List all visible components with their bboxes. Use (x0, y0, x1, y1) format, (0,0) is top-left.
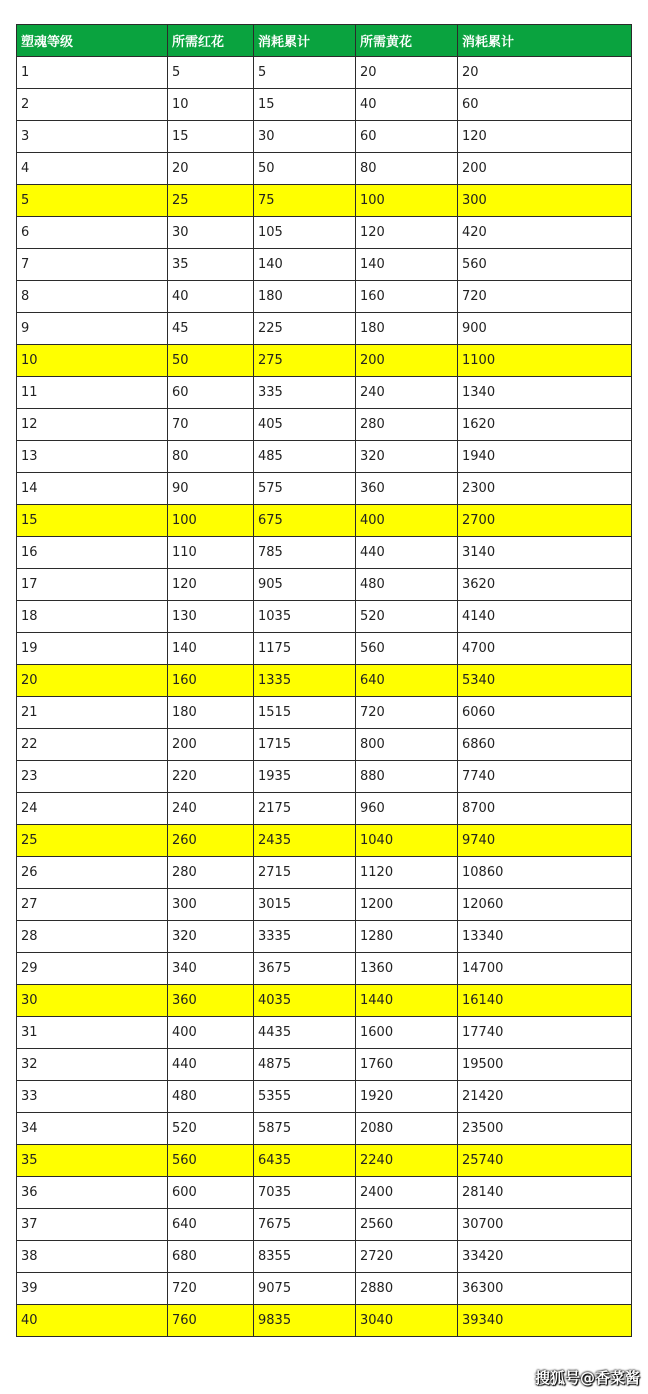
cell-red-flower: 60 (168, 377, 254, 409)
cell-level: 38 (17, 1241, 168, 1273)
cell-yellow-flower: 120 (356, 217, 458, 249)
cell-level: 35 (17, 1145, 168, 1177)
cell-level: 18 (17, 601, 168, 633)
cell-red-cumulative: 335 (254, 377, 356, 409)
table-row (17, 601, 632, 633)
cell-level: 4 (17, 153, 168, 185)
cell-yellow-flower: 2400 (356, 1177, 458, 1209)
cell-red-flower: 50 (168, 345, 254, 377)
cell-yellow-cumulative: 23500 (458, 1113, 632, 1145)
cell-red-cumulative: 5 (254, 57, 356, 89)
cell-level: 9 (17, 313, 168, 345)
cell-level: 27 (17, 889, 168, 921)
cell-yellow-cumulative: 9740 (458, 825, 632, 857)
cell-level: 10 (17, 345, 168, 377)
cell-yellow-flower: 1920 (356, 1081, 458, 1113)
cell-yellow-cumulative: 39340 (458, 1305, 632, 1337)
table-row (17, 377, 632, 409)
cell-red-cumulative: 1715 (254, 729, 356, 761)
cell-yellow-flower: 800 (356, 729, 458, 761)
cell-yellow-cumulative: 420 (458, 217, 632, 249)
cell-level: 7 (17, 249, 168, 281)
cell-yellow-flower: 2080 (356, 1113, 458, 1145)
cell-level: 34 (17, 1113, 168, 1145)
table-row (17, 985, 632, 1017)
table-row (17, 409, 632, 441)
cell-red-cumulative: 485 (254, 441, 356, 473)
cell-red-cumulative: 785 (254, 537, 356, 569)
cell-yellow-flower: 240 (356, 377, 458, 409)
cell-red-cumulative: 2715 (254, 857, 356, 889)
table-row (17, 1209, 632, 1241)
cell-red-flower: 45 (168, 313, 254, 345)
cell-red-flower: 320 (168, 921, 254, 953)
cell-red-cumulative: 2175 (254, 793, 356, 825)
cell-red-cumulative: 4875 (254, 1049, 356, 1081)
table-row (17, 153, 632, 185)
cell-red-flower: 20 (168, 153, 254, 185)
cell-red-cumulative: 140 (254, 249, 356, 281)
cell-red-cumulative: 575 (254, 473, 356, 505)
cell-red-flower: 640 (168, 1209, 254, 1241)
table-row (17, 89, 632, 121)
cell-red-cumulative: 1515 (254, 697, 356, 729)
cell-red-flower: 100 (168, 505, 254, 537)
table-row (17, 1145, 632, 1177)
cell-level: 30 (17, 985, 168, 1017)
cell-yellow-flower: 160 (356, 281, 458, 313)
cell-yellow-flower: 1120 (356, 857, 458, 889)
cell-red-flower: 30 (168, 217, 254, 249)
cell-yellow-cumulative: 7740 (458, 761, 632, 793)
cell-level: 13 (17, 441, 168, 473)
cell-red-flower: 240 (168, 793, 254, 825)
cell-yellow-flower: 40 (356, 89, 458, 121)
cell-red-cumulative: 1175 (254, 633, 356, 665)
cell-red-cumulative: 7035 (254, 1177, 356, 1209)
cell-yellow-cumulative: 4140 (458, 601, 632, 633)
table-row (17, 793, 632, 825)
table-row (17, 857, 632, 889)
cell-yellow-cumulative: 3140 (458, 537, 632, 569)
cell-yellow-flower: 180 (356, 313, 458, 345)
cell-level: 14 (17, 473, 168, 505)
cell-yellow-cumulative: 33420 (458, 1241, 632, 1273)
cell-yellow-flower: 1360 (356, 953, 458, 985)
cell-yellow-flower: 1760 (356, 1049, 458, 1081)
cell-yellow-cumulative: 720 (458, 281, 632, 313)
cell-level: 8 (17, 281, 168, 313)
table-row (17, 1241, 632, 1273)
cell-yellow-flower: 960 (356, 793, 458, 825)
cell-yellow-cumulative: 200 (458, 153, 632, 185)
cell-yellow-cumulative: 14700 (458, 953, 632, 985)
cell-yellow-cumulative: 30700 (458, 1209, 632, 1241)
cell-red-cumulative: 1035 (254, 601, 356, 633)
cell-yellow-cumulative: 13340 (458, 921, 632, 953)
table-row (17, 1081, 632, 1113)
cell-yellow-flower: 360 (356, 473, 458, 505)
cell-yellow-cumulative: 8700 (458, 793, 632, 825)
cell-yellow-flower: 2560 (356, 1209, 458, 1241)
cell-level: 39 (17, 1273, 168, 1305)
table-body (17, 57, 632, 1337)
cell-yellow-flower: 320 (356, 441, 458, 473)
cell-red-cumulative: 4035 (254, 985, 356, 1017)
cell-level: 32 (17, 1049, 168, 1081)
cell-red-cumulative: 905 (254, 569, 356, 601)
cell-red-flower: 160 (168, 665, 254, 697)
table-row (17, 1113, 632, 1145)
cell-yellow-cumulative: 6860 (458, 729, 632, 761)
cell-yellow-flower: 140 (356, 249, 458, 281)
cell-yellow-cumulative: 28140 (458, 1177, 632, 1209)
cell-red-cumulative: 275 (254, 345, 356, 377)
cell-yellow-cumulative: 2700 (458, 505, 632, 537)
cell-yellow-cumulative: 1620 (458, 409, 632, 441)
cell-yellow-flower: 880 (356, 761, 458, 793)
cell-red-flower: 80 (168, 441, 254, 473)
cell-yellow-cumulative: 17740 (458, 1017, 632, 1049)
cell-yellow-flower: 1040 (356, 825, 458, 857)
cell-level: 31 (17, 1017, 168, 1049)
cell-red-flower: 300 (168, 889, 254, 921)
cell-red-cumulative: 75 (254, 185, 356, 217)
header-cell-yellow-flower: 所需黄花 (356, 25, 458, 57)
cell-level: 16 (17, 537, 168, 569)
cell-yellow-cumulative: 120 (458, 121, 632, 153)
cell-red-flower: 5 (168, 57, 254, 89)
cell-yellow-cumulative: 560 (458, 249, 632, 281)
cell-yellow-flower: 3040 (356, 1305, 458, 1337)
cell-yellow-flower: 1200 (356, 889, 458, 921)
cell-red-flower: 400 (168, 1017, 254, 1049)
table-row (17, 1049, 632, 1081)
cell-yellow-cumulative: 20 (458, 57, 632, 89)
cell-red-flower: 40 (168, 281, 254, 313)
cell-red-flower: 560 (168, 1145, 254, 1177)
table-row (17, 313, 632, 345)
cell-red-cumulative: 50 (254, 153, 356, 185)
table-row (17, 1305, 632, 1337)
cell-red-cumulative: 8355 (254, 1241, 356, 1273)
table-row (17, 473, 632, 505)
cell-red-flower: 280 (168, 857, 254, 889)
cell-red-cumulative: 1935 (254, 761, 356, 793)
cell-red-flower: 360 (168, 985, 254, 1017)
cell-red-flower: 720 (168, 1273, 254, 1305)
table-row (17, 665, 632, 697)
table-row (17, 345, 632, 377)
cell-red-flower: 90 (168, 473, 254, 505)
soul-level-cost-table (16, 24, 632, 1337)
cell-red-cumulative: 6435 (254, 1145, 356, 1177)
cell-level: 11 (17, 377, 168, 409)
cell-red-flower: 15 (168, 121, 254, 153)
table-row (17, 953, 632, 985)
cell-yellow-cumulative: 900 (458, 313, 632, 345)
cell-red-flower: 260 (168, 825, 254, 857)
table-row (17, 825, 632, 857)
cell-yellow-cumulative: 6060 (458, 697, 632, 729)
cell-red-flower: 200 (168, 729, 254, 761)
cell-level: 19 (17, 633, 168, 665)
cell-yellow-flower: 1600 (356, 1017, 458, 1049)
cell-red-cumulative: 3675 (254, 953, 356, 985)
cell-level: 23 (17, 761, 168, 793)
cell-yellow-cumulative: 1940 (458, 441, 632, 473)
cell-level: 33 (17, 1081, 168, 1113)
table-row (17, 121, 632, 153)
table-row (17, 633, 632, 665)
cell-red-flower: 130 (168, 601, 254, 633)
cell-red-flower: 180 (168, 697, 254, 729)
table-row (17, 441, 632, 473)
cell-yellow-cumulative: 1340 (458, 377, 632, 409)
cell-red-flower: 760 (168, 1305, 254, 1337)
cell-red-flower: 70 (168, 409, 254, 441)
cell-red-flower: 120 (168, 569, 254, 601)
cell-yellow-cumulative: 12060 (458, 889, 632, 921)
cell-level: 28 (17, 921, 168, 953)
header-cell-yellow-cumulative: 消耗累计 (458, 25, 632, 57)
cell-red-flower: 440 (168, 1049, 254, 1081)
cell-level: 6 (17, 217, 168, 249)
header-cell-red-cumulative: 消耗累计 (254, 25, 356, 57)
table-row (17, 505, 632, 537)
table-row (17, 249, 632, 281)
cell-level: 15 (17, 505, 168, 537)
cell-yellow-flower: 1280 (356, 921, 458, 953)
table-row (17, 1177, 632, 1209)
table-row (17, 217, 632, 249)
cell-yellow-cumulative: 10860 (458, 857, 632, 889)
table-row (17, 57, 632, 89)
cell-yellow-flower: 60 (356, 121, 458, 153)
cell-red-cumulative: 3335 (254, 921, 356, 953)
cell-red-cumulative: 7675 (254, 1209, 356, 1241)
cell-level: 26 (17, 857, 168, 889)
cell-red-flower: 600 (168, 1177, 254, 1209)
cell-level: 29 (17, 953, 168, 985)
cell-red-cumulative: 15 (254, 89, 356, 121)
table-row (17, 889, 632, 921)
cell-red-cumulative: 225 (254, 313, 356, 345)
cell-level: 12 (17, 409, 168, 441)
cell-yellow-flower: 1440 (356, 985, 458, 1017)
cell-yellow-flower: 200 (356, 345, 458, 377)
cell-red-cumulative: 2435 (254, 825, 356, 857)
table-row (17, 729, 632, 761)
table-row (17, 697, 632, 729)
cell-red-flower: 140 (168, 633, 254, 665)
cell-yellow-flower: 100 (356, 185, 458, 217)
cell-yellow-cumulative: 4700 (458, 633, 632, 665)
cell-red-flower: 220 (168, 761, 254, 793)
table-header-row (17, 25, 632, 57)
cell-red-flower: 480 (168, 1081, 254, 1113)
cell-red-flower: 25 (168, 185, 254, 217)
cell-yellow-flower: 400 (356, 505, 458, 537)
cell-yellow-cumulative: 3620 (458, 569, 632, 601)
cell-yellow-flower: 80 (356, 153, 458, 185)
cell-yellow-flower: 2880 (356, 1273, 458, 1305)
cell-yellow-cumulative: 19500 (458, 1049, 632, 1081)
cell-level: 20 (17, 665, 168, 697)
cell-level: 2 (17, 89, 168, 121)
table-row (17, 569, 632, 601)
cell-red-flower: 110 (168, 537, 254, 569)
cell-level: 5 (17, 185, 168, 217)
cell-red-cumulative: 5875 (254, 1113, 356, 1145)
cell-red-cumulative: 3015 (254, 889, 356, 921)
cell-red-cumulative: 9835 (254, 1305, 356, 1337)
cell-red-cumulative: 180 (254, 281, 356, 313)
cell-level: 1 (17, 57, 168, 89)
cell-red-cumulative: 405 (254, 409, 356, 441)
cell-yellow-flower: 20 (356, 57, 458, 89)
cell-yellow-flower: 440 (356, 537, 458, 569)
cell-yellow-flower: 280 (356, 409, 458, 441)
table-row (17, 1273, 632, 1305)
cell-level: 3 (17, 121, 168, 153)
cell-level: 25 (17, 825, 168, 857)
cell-red-flower: 520 (168, 1113, 254, 1145)
cell-red-cumulative: 105 (254, 217, 356, 249)
cell-yellow-flower: 480 (356, 569, 458, 601)
table-row (17, 761, 632, 793)
cell-red-flower: 340 (168, 953, 254, 985)
cell-level: 17 (17, 569, 168, 601)
table-row (17, 537, 632, 569)
cell-level: 22 (17, 729, 168, 761)
cell-yellow-flower: 560 (356, 633, 458, 665)
cell-yellow-flower: 520 (356, 601, 458, 633)
cell-red-cumulative: 1335 (254, 665, 356, 697)
cell-yellow-cumulative: 1100 (458, 345, 632, 377)
cell-red-cumulative: 5355 (254, 1081, 356, 1113)
cell-red-cumulative: 4435 (254, 1017, 356, 1049)
table-row (17, 1017, 632, 1049)
cell-yellow-cumulative: 5340 (458, 665, 632, 697)
watermark: 搜狐号@香菜酱 (534, 1369, 640, 1387)
cell-yellow-cumulative: 36300 (458, 1273, 632, 1305)
cell-level: 40 (17, 1305, 168, 1337)
cell-red-flower: 35 (168, 249, 254, 281)
cell-level: 37 (17, 1209, 168, 1241)
cell-level: 24 (17, 793, 168, 825)
cell-red-flower: 10 (168, 89, 254, 121)
cell-yellow-cumulative: 21420 (458, 1081, 632, 1113)
cell-level: 21 (17, 697, 168, 729)
cell-yellow-flower: 720 (356, 697, 458, 729)
table-row (17, 281, 632, 313)
cell-yellow-flower: 640 (356, 665, 458, 697)
header-cell-level: 塑魂等级 (17, 25, 168, 57)
cell-yellow-cumulative: 2300 (458, 473, 632, 505)
cell-yellow-cumulative: 60 (458, 89, 632, 121)
cell-yellow-flower: 2240 (356, 1145, 458, 1177)
cell-yellow-cumulative: 16140 (458, 985, 632, 1017)
cell-yellow-cumulative: 300 (458, 185, 632, 217)
table-row (17, 185, 632, 217)
cell-red-cumulative: 9075 (254, 1273, 356, 1305)
table-row (17, 921, 632, 953)
cell-red-cumulative: 675 (254, 505, 356, 537)
cell-red-flower: 680 (168, 1241, 254, 1273)
cell-red-cumulative: 30 (254, 121, 356, 153)
header-cell-red-flower: 所需红花 (168, 25, 254, 57)
cell-yellow-flower: 2720 (356, 1241, 458, 1273)
cell-level: 36 (17, 1177, 168, 1209)
cell-yellow-cumulative: 25740 (458, 1145, 632, 1177)
